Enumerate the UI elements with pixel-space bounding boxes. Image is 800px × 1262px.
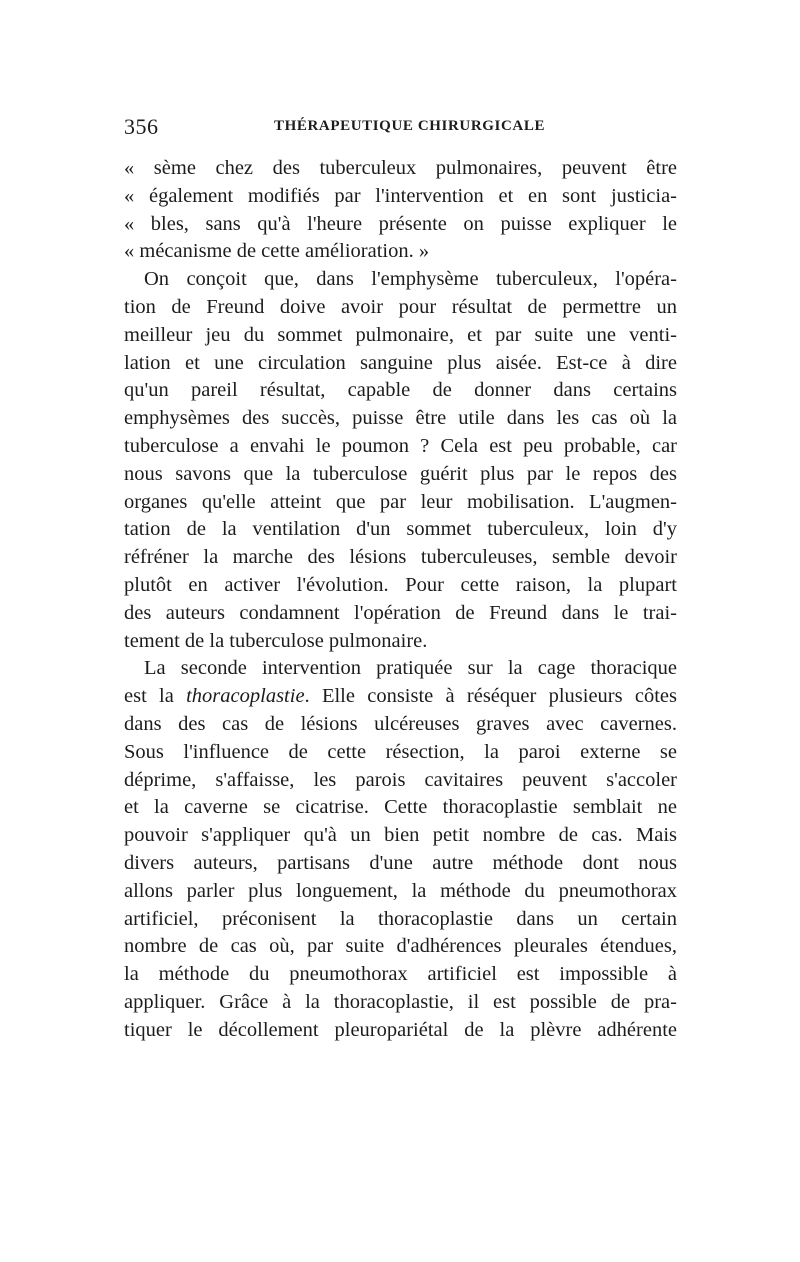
text-line: tation de la ventilation d'un sommet tuberculeux, loin d'y	[124, 518, 677, 541]
text-line: organes qu'elle atteint que par leur mobilisation. L'augmen-	[124, 490, 677, 513]
text-line: tiquer le décollement pleuropariétal de la plèvre adhérente	[124, 1018, 677, 1041]
text-line: artificiel, préconisent la thoracoplastie dans un certain	[124, 907, 677, 930]
text-line: nous savons que la tuberculose guérit plus par le repos des	[124, 462, 677, 485]
text-line: emphysèmes des succès, puisse être utile dans les cas où la	[124, 407, 677, 430]
text-fragment: est la	[124, 685, 174, 708]
text-line: qu'un pareil résultat, capable de donner dans certains	[124, 379, 677, 402]
text-line: des auteurs condamnent l'opération de Freund dans le trai-	[124, 601, 677, 624]
text-line	[124, 683, 677, 711]
text-line: divers auteurs, partisans d'une autre méthode dont nous	[124, 851, 677, 874]
text-line: appliquer. Grâce à la thoracoplastie, il est possible de pra-	[124, 990, 677, 1013]
text-line: réfréner la marche des lésions tuberculeuses, semble devoir	[124, 546, 677, 569]
text-line: lation et une circulation sanguine plus aisée. Est-ce à dire	[124, 351, 677, 374]
text-line: tion de Freund doive avoir pour résultat de permettre un	[124, 295, 677, 318]
text-line: meilleur jeu du sommet pulmonaire, et par suite une venti-	[124, 323, 677, 346]
body-text	[124, 155, 677, 1045]
text-line: « sème chez des tuberculeux pulmonaires, peuvent être	[124, 157, 677, 179]
text-line: nombre de cas où, par suite d'adhérences pleurales étendues,	[124, 935, 677, 958]
running-head: THÉRAPEUTIQUE CHIRURGICALE	[274, 118, 546, 134]
text-line: Sous l'influence de cette résection, la paroi externe se	[124, 740, 677, 763]
text-line: « également modifiés par l'intervention et en sont justicia-	[124, 184, 677, 207]
paragraph-first-line: On conçoit que, dans l'emphysème tuberculeux, l'opéra-	[144, 268, 677, 291]
page-header	[124, 114, 677, 142]
text-line: dans des cas de lésions ulcéreuses graves avec cavernes.	[124, 712, 677, 735]
text-line: plutôt en activer l'évolution. Pour cette raison, la plupart	[124, 573, 677, 596]
text-line: « mécanisme de cette amélioration. »	[124, 240, 430, 263]
text-line: pouvoir s'appliquer qu'à un bien petit nombre de cas. Mais	[124, 824, 677, 847]
italic-term: thoracoplastie	[186, 685, 305, 708]
text-line: et la caverne se cicatrise. Cette thoracoplastie semblait ne	[124, 796, 677, 819]
page-number: 356	[124, 114, 159, 139]
text-line: déprime, s'affaisse, les parois cavitaires peuvent s'accoler	[124, 768, 677, 791]
paragraph-first-line: La seconde intervention pratiquée sur la cage thoracique	[144, 657, 677, 680]
text-fragment: . Elle consiste à réséquer plusieurs côtes	[304, 685, 677, 708]
text-line: allons parler plus longuement, la méthode du pneumothorax	[124, 879, 677, 902]
text-line: « bles, sans qu'à l'heure présente on puisse expliquer le	[124, 212, 677, 235]
text-line: la méthode du pneumothorax artificiel est impossible à	[124, 963, 677, 986]
text-line: tement de la tuberculose pulmonaire.	[124, 629, 428, 652]
text-line: tuberculose a envahi le poumon ? Cela est peu probable, car	[124, 434, 677, 457]
